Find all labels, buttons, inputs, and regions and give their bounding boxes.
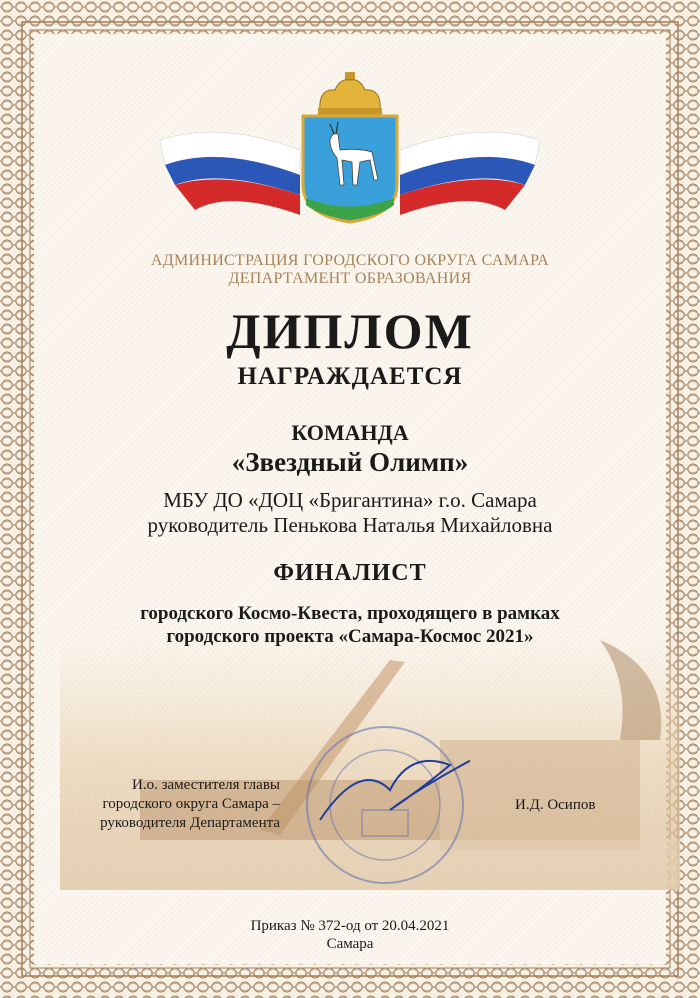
team-leader: руководитель Пенькова Наталья Михайловна	[147, 513, 553, 537]
official-stamp	[300, 720, 470, 890]
award-status: ФИНАЛИСТ	[273, 560, 427, 586]
team-label: КОМАНДА	[291, 420, 409, 445]
signature-scribble	[320, 740, 470, 820]
samara-coat-of-arms	[0, 0, 700, 240]
event-line-2: городского проекта «Самара-Космос 2021»	[166, 626, 534, 647]
signatory-name: И.Д. Осипов	[515, 797, 596, 813]
team-name: «Звездный Олимп»	[231, 447, 469, 477]
department-name: ДЕПАРТАМЕНТ ОБРАЗОВАНИЯ	[228, 270, 472, 287]
institution-name: МБУ ДО «ДОЦ «Бригантина» г.о. Самара	[163, 488, 537, 512]
event-line-1: городского Космо-Квеста, проходящего в рамках	[140, 603, 560, 624]
signatory-role: И.о. заместителя главы городского округа Самара – руководителя Департамента	[100, 777, 280, 831]
org-name: АДМИНИСТРАЦИЯ ГОРОДСКОГО ОКРУГА САМАРА	[150, 252, 550, 269]
awarded-label: НАГРАЖДАЕТСЯ	[237, 363, 463, 390]
diploma-title: ДИПЛОМ	[226, 303, 474, 359]
crown-icon	[318, 72, 382, 116]
city-name: Самара	[326, 936, 374, 952]
order-number: Приказ № 372-од от 20.04.2021	[250, 918, 450, 934]
